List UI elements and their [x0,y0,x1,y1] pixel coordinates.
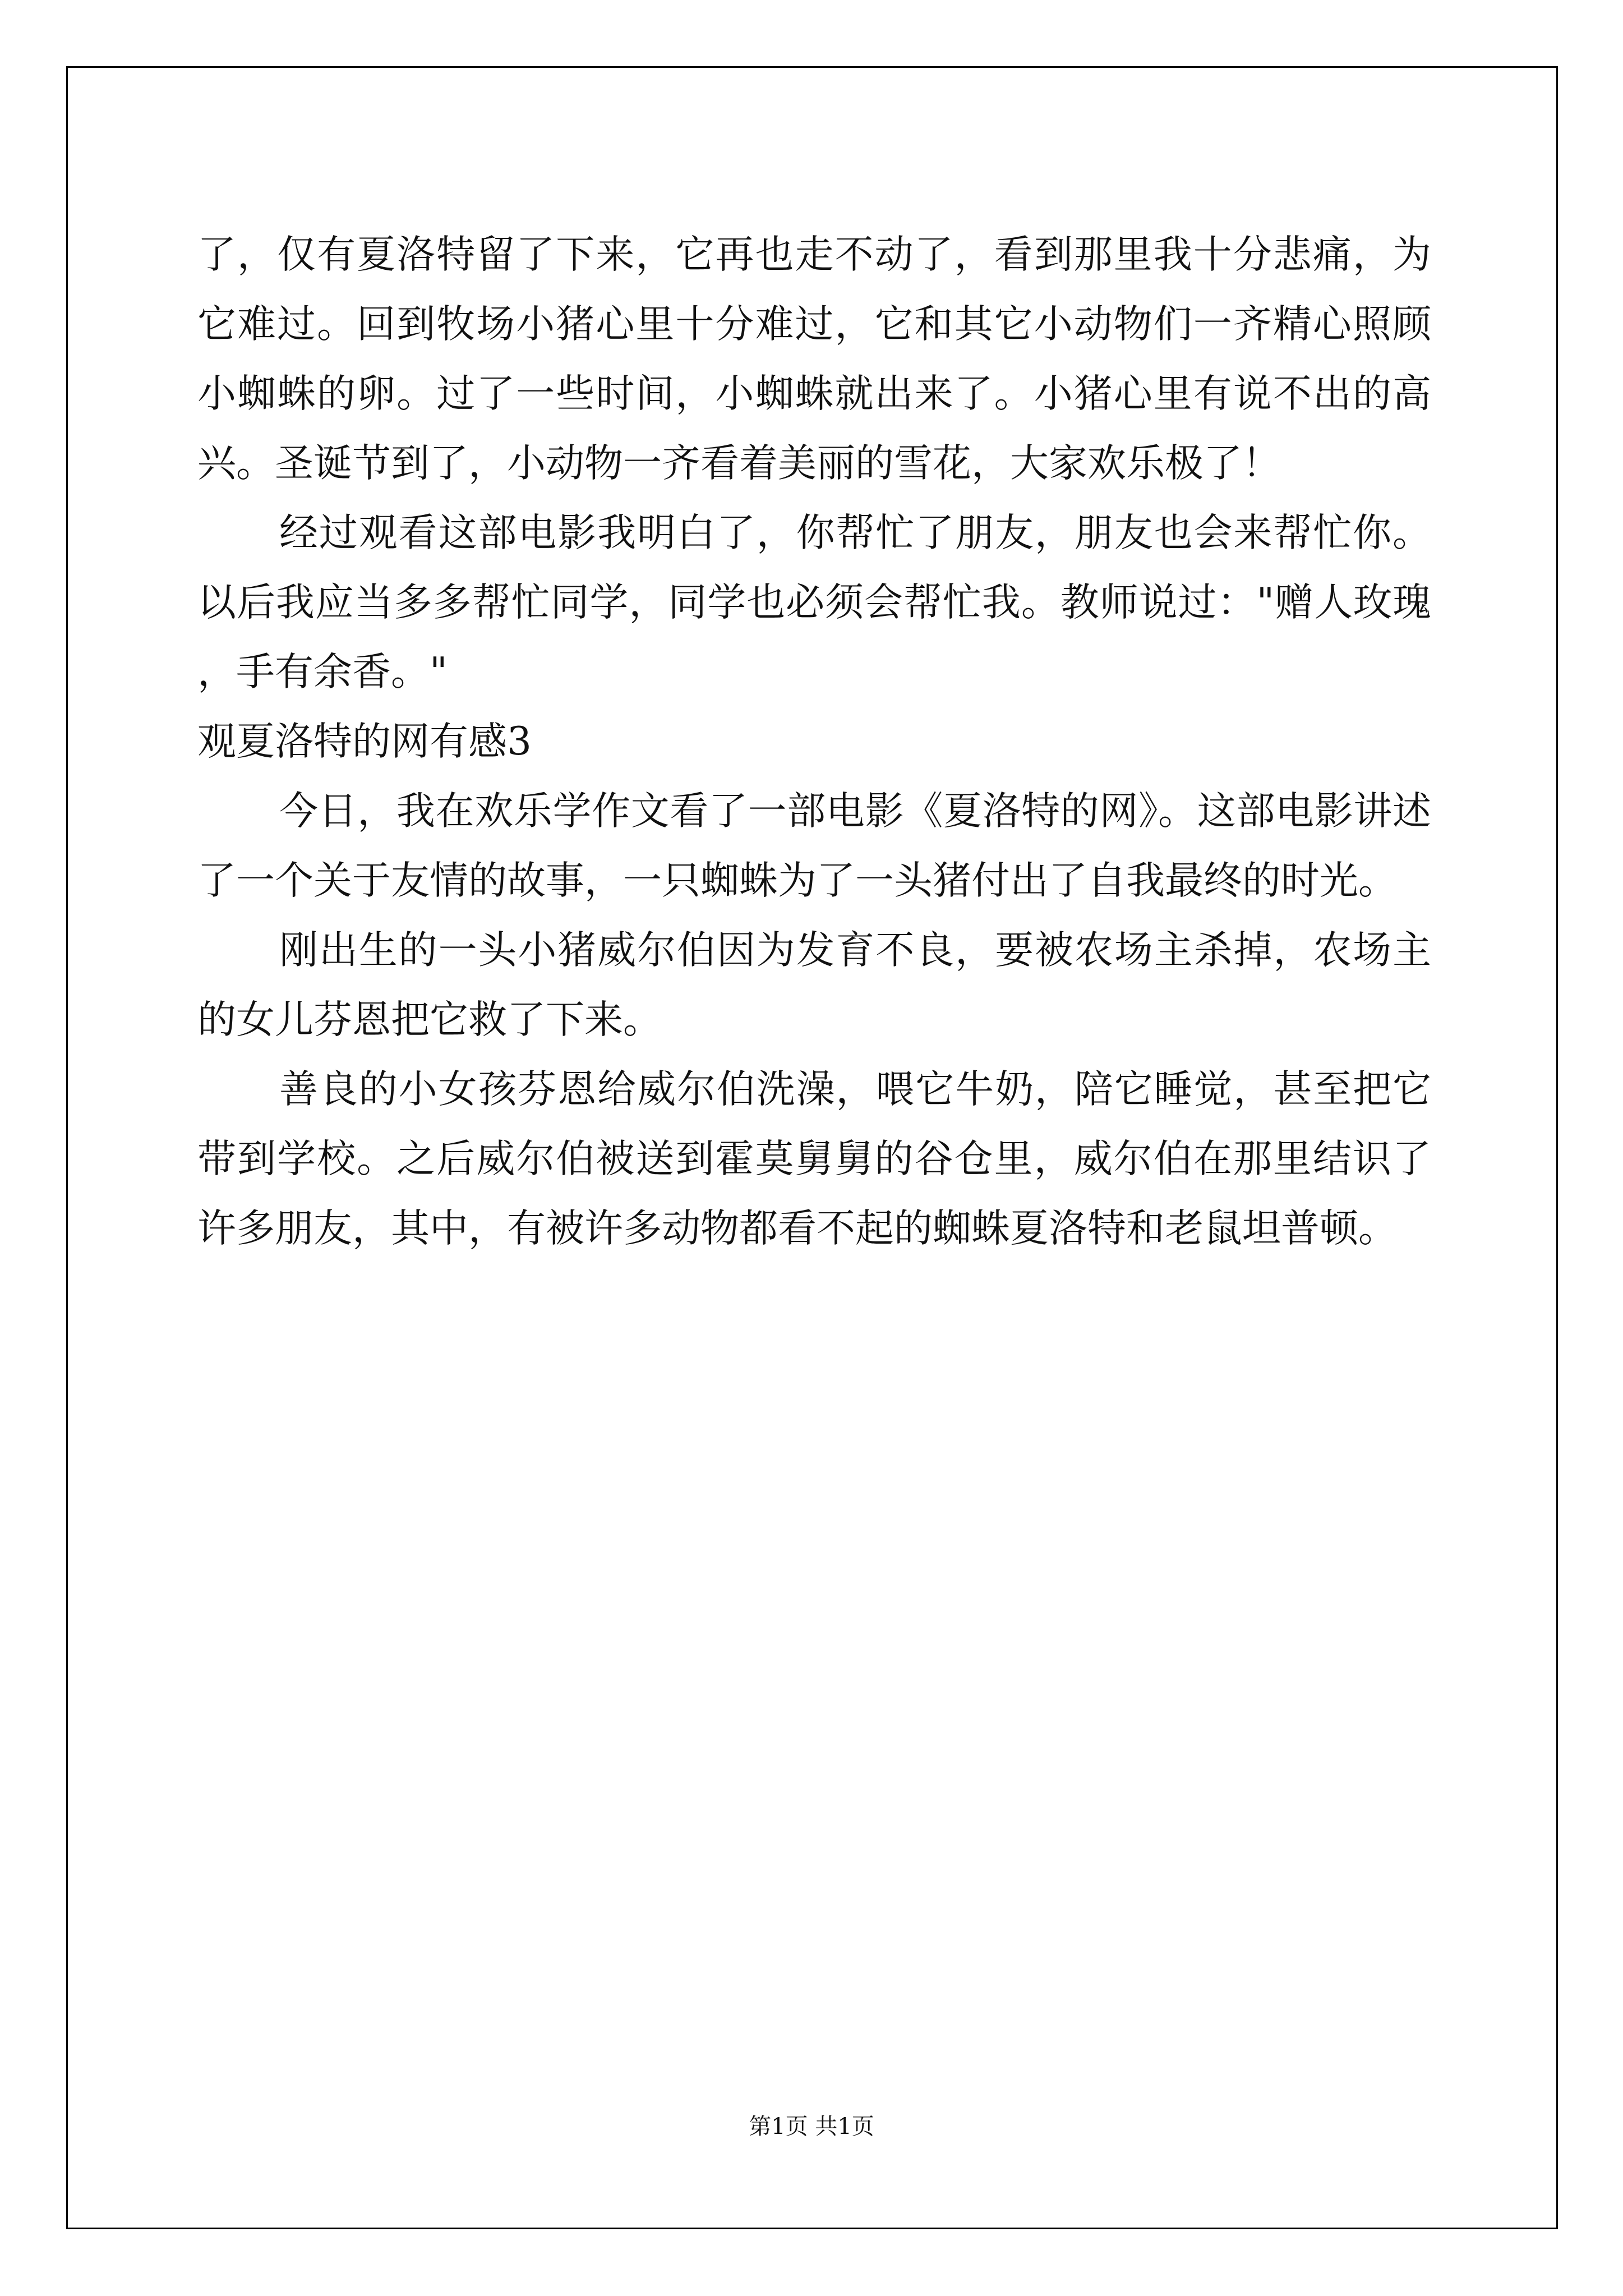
paragraph-continuation: 了，仅有夏洛特留了下来，它再也走不动了，看到那里我十分悲痛，为它难过。回到牧场小猪心里十分难过，它和其它小动物们一齐精心照顾小蜘蛛的卵。过了一些时间，小蜘蛛就出来了。小猪心里有说不出的高兴。圣诞节到了，小动物一齐看着美丽的雪花，大家欢乐极了！ [197,232,1431,486]
paragraph-wilbur-birth: 刚出生的一头小猪威尔伯因为发育不良，要被农场主杀掉，农场主的女儿芬恩把它救了下来。 [197,928,1431,1042]
paragraph-fern-care: 善良的小女孩芬恩给威尔伯洗澡，喂它牛奶，陪它睡觉，甚至把它带到学校。之后威尔伯被送到霍莫舅舅的谷仓里，威尔伯在那里结识了许多朋友，其中，有被许多动物都看不起的蜘蛛夏洛特和老鼠坦普顿。 [197,1067,1431,1251]
paragraph-intro: 今日，我在欢乐学作文看了一部电影《夏洛特的网》。这部电影讲述了一个关于友情的故事，一只蜘蛛为了一头猪付出了自我最终的时光。 [197,789,1431,903]
section-heading: 观夏洛特的网有感3 [197,719,532,764]
document-body [197,220,1431,1263]
page-footer: 第1页 共1页 [749,2114,874,2139]
paragraph-reflection: 经过观看这部电影我明白了，你帮忙了朋友，朋友也会来帮忙你。以后我应当多多帮忙同学，同学也必须会帮忙我。教师说过："赠人玫瑰，手有余香。" [197,510,1431,694]
